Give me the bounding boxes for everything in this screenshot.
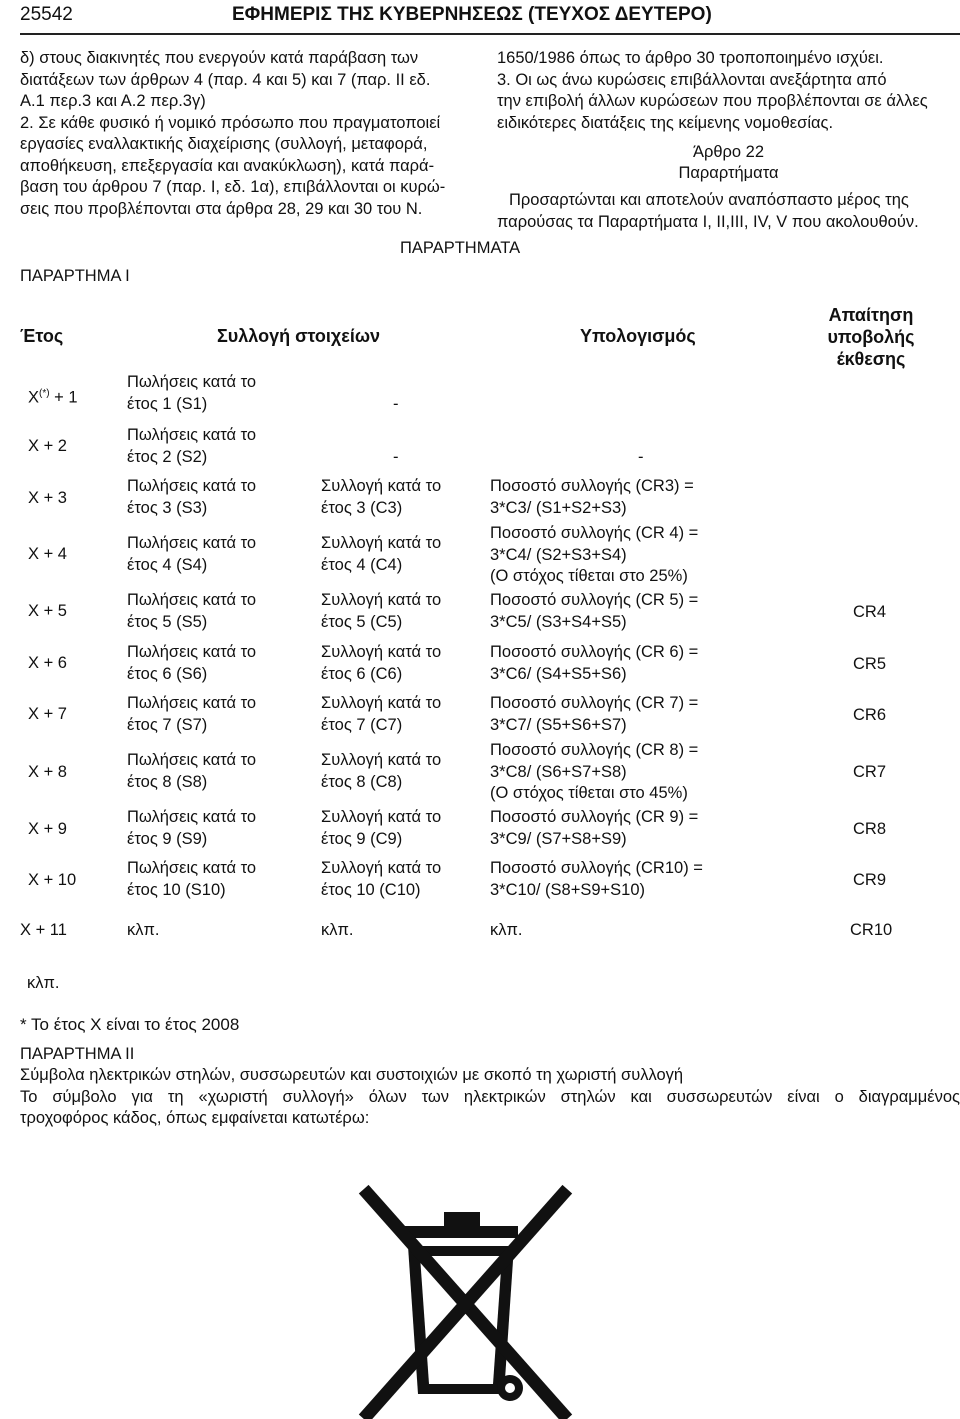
- row-sales: [127, 590, 256, 633]
- annex2-subtitle: Σύμβολα ηλεκτρικών στηλών, συσσωρευτών και συστοιχιών με σκοπό τη χωριστή συλλογή: [20, 1066, 684, 1084]
- header-requirement: [806, 304, 936, 370]
- row-collection: [321, 476, 441, 519]
- row-calculation: [490, 523, 698, 588]
- cell-line: Πωλήσεις κατά το: [127, 694, 257, 712]
- row-year: X + 6: [28, 654, 67, 672]
- cell-line: Ποσοστό συλλογής (CR 6) =: [490, 643, 699, 661]
- right-column-text: [497, 48, 960, 134]
- row-sales: κλπ.: [127, 921, 160, 939]
- row-year: X + 4: [28, 545, 67, 563]
- header-requirement-line: Απαίτηση: [828, 305, 914, 325]
- cell-line: Συλλογή κατά το: [321, 643, 442, 661]
- cell-line: 3*C7/ (S5+S6+S7): [490, 715, 627, 734]
- cell-line: 3*C9/ (S7+S8+S9): [490, 829, 627, 848]
- row-sales: [127, 858, 256, 901]
- cell-line: έτος 3 (S3): [127, 498, 208, 517]
- row-calculation: -: [638, 448, 644, 466]
- cell-line: Πωλήσεις κατά το: [127, 643, 257, 661]
- row-requirement: CR9: [853, 871, 887, 889]
- cell-line: έτος 8 (C8): [321, 772, 403, 791]
- cell-line: Ποσοστό συλλογής (CR10) =: [490, 859, 703, 877]
- cell-line: Συλλογή κατά το: [321, 859, 442, 877]
- cell-line: έτος 9 (S9): [127, 829, 208, 848]
- header-requirement-line: υποβολής: [827, 327, 915, 347]
- row-year: X + 9: [28, 820, 67, 838]
- row-calculation: [490, 693, 698, 736]
- article-text: [497, 190, 960, 233]
- cell-line: έτος 10 (C10): [321, 880, 421, 899]
- cell-line: Ποσοστό συλλογής (CR3) =: [490, 477, 694, 495]
- cell-line: έτος 7 (C7): [321, 715, 403, 734]
- row-collection: κλπ.: [321, 921, 354, 939]
- row-requirement: CR8: [853, 820, 887, 838]
- row-calculation: [490, 476, 694, 519]
- row-year: X + 2: [28, 437, 67, 455]
- cell-line: 3*C6/ (S4+S5+S6): [490, 664, 627, 683]
- page-number: 25542: [20, 4, 73, 25]
- target-note: (Ο στόχος τίθεται στο 45%): [490, 784, 688, 802]
- annex1-title: ΠΑΡΑΡΤΗΜΑ Ι: [20, 267, 130, 285]
- row-sales: [127, 476, 256, 519]
- row-sales: [127, 372, 256, 415]
- text-line: εργασίες εναλλακτικής διαχείρισης (συλλογή, μεταφορά,: [20, 135, 428, 153]
- cell-line: 3*C10/ (S8+S9+S10): [490, 880, 646, 899]
- row-year: X + 3: [28, 489, 67, 507]
- text-line: την επιβολή άλλων κυρώσεων που προβλέπονται σε άλλες: [497, 92, 928, 110]
- header-collection: Συλλογή στοιχείων: [217, 326, 381, 346]
- text-line: διατάξεων των άρθρων 4 (παρ. 4 και 5) και 7 (παρ. ΙΙ εδ.: [20, 70, 431, 89]
- year-footnote-mark: (*): [39, 388, 50, 399]
- row-year: X + 7: [28, 705, 67, 723]
- annex2-title: ΠΑΡΑΡΤΗΜΑ ΙΙ: [20, 1045, 135, 1063]
- row-calculation: [490, 590, 698, 633]
- row-sales: [127, 750, 256, 793]
- cell-line: έτος 5 (C5): [321, 612, 403, 631]
- text-line: αποθήκευση, επεξεργασία και ανακύκλωση), κατά παρά-: [20, 156, 435, 175]
- row-year: X + 5: [28, 602, 67, 620]
- cell-line: έτος 3 (C3): [321, 498, 403, 517]
- row-collection: [321, 858, 441, 901]
- target-note: (Ο στόχος τίθεται στο 25%): [490, 567, 688, 585]
- cell-line: έτος 6 (C6): [321, 664, 403, 683]
- cell-line: έτος 10 (S10): [127, 880, 226, 899]
- cell-line: έτος 6 (S6): [127, 664, 208, 683]
- cell-line: 3*C8/ (S6+S7+S8): [490, 762, 627, 781]
- annexes-heading: ΠΑΡΑΡΤΗΜΑΤΑ: [400, 239, 521, 257]
- cell-line: Συλλογή κατά το: [321, 694, 442, 712]
- text-line: Προσαρτώνται και αποτελούν αναπόσπαστο μέρος της: [509, 191, 909, 209]
- annex2-text-line: Το σύμβολο για τη «χωριστή συλλογή» όλων των ηλεκτρικών στηλών και συσσωρευτών είναι ο διαγραμμένος: [20, 1088, 960, 1106]
- row-sales: [127, 642, 256, 685]
- cell-line: Ποσοστό συλλογής (CR 4) =: [490, 524, 699, 542]
- row-year: X + 8: [28, 763, 67, 781]
- row-collection: [321, 693, 441, 736]
- cell-line: Συλλογή κατά το: [321, 751, 442, 769]
- cell-line: 3*C4/ (S2+S3+S4): [490, 545, 627, 564]
- article-title: Άρθρο 22: [692, 143, 765, 161]
- footnote: * Το έτος Χ είναι το έτος 2008: [20, 1015, 240, 1034]
- cell-line: Πωλήσεις κατά το: [127, 534, 257, 552]
- cell-line: Πωλήσεις κατά το: [127, 477, 257, 495]
- row-year: [28, 383, 78, 409]
- row-collection: [321, 590, 441, 633]
- cell-line: Πωλήσεις κατά το: [127, 808, 257, 826]
- cell-line: 3*C5/ (S3+S4+S5): [490, 612, 627, 631]
- cell-line: έτος 8 (S8): [127, 772, 208, 791]
- row-collection: [321, 533, 441, 576]
- text-line: Α.1 περ.3 και Α.2 περ.3γ): [20, 92, 206, 110]
- text-line: 3. Οι ως άνω κυρώσεις επιβάλλονται ανεξάρτητα από: [497, 70, 887, 89]
- row-calculation: [490, 858, 703, 901]
- row-calculation: κλπ.: [490, 921, 523, 939]
- row-collection: [321, 750, 441, 793]
- row-sales: [127, 425, 256, 468]
- row-requirement: CR7: [853, 763, 887, 781]
- cell-line: Πωλήσεις κατά το: [127, 859, 257, 877]
- row-year: X + 11: [20, 921, 67, 939]
- header-calculation: Υπολογισμός: [580, 326, 696, 346]
- cell-line: Ποσοστό συλλογής (CR 9) =: [490, 808, 699, 826]
- text-line: παρούσας τα Παραρτήματα Ι, ΙΙ,ΙΙΙ, ΙV, V που ακολουθούν.: [497, 212, 919, 231]
- row-requirement: CR10: [850, 921, 893, 939]
- cell-line: Συλλογή κατά το: [321, 477, 442, 495]
- cell-line: έτος 9 (C9): [321, 829, 403, 848]
- cell-line: Συλλογή κατά το: [321, 808, 442, 826]
- cell-line: έτος 5 (S5): [127, 612, 208, 631]
- cell-line: Πωλήσεις κατά το: [127, 426, 257, 444]
- row-calculation: [490, 642, 698, 685]
- text-line: δ) στους διακινητές που ενεργούν κατά παράβαση των: [20, 49, 419, 67]
- row-calculation: [490, 807, 698, 850]
- cell-line: έτος 4 (C4): [321, 555, 403, 574]
- left-column-text: [20, 48, 466, 220]
- table-etc: κλπ.: [27, 974, 60, 992]
- row-requirement: CR4: [853, 603, 887, 621]
- row-sales: [127, 693, 256, 736]
- cell-line: έτος 4 (S4): [127, 555, 208, 574]
- text-line: 1650/1986 όπως το άρθρο 30 τροποποιημένο ισχύει.: [497, 49, 884, 67]
- article-subtitle: Παραρτήματα: [678, 164, 779, 182]
- cell-line: έτος 7 (S7): [127, 715, 208, 734]
- header-requirement-line: έκθεσης: [836, 349, 906, 369]
- cell-line: Πωλήσεις κατά το: [127, 591, 257, 609]
- row-requirement: CR6: [853, 706, 887, 724]
- annex2-text-line: τροχοφόρος κάδος, όπως εμφαίνεται κατωτέρω:: [20, 1109, 370, 1127]
- text-line: 2. Σε κάθε φυσικό ή νομικό πρόσωπο που πραγματοποιεί: [20, 113, 441, 132]
- cell-line: Ποσοστό συλλογής (CR 5) =: [490, 591, 699, 609]
- header-rule: [20, 33, 960, 35]
- year-x: X: [28, 388, 40, 407]
- cell-line: Συλλογή κατά το: [321, 534, 442, 552]
- text-line: ειδικότερες διατάξεις της κείμενης νομοθεσίας.: [497, 113, 834, 132]
- header-year: Έτος: [20, 326, 64, 346]
- year-offset: + 1: [49, 388, 78, 407]
- cell-line: Πωλήσεις κατά το: [127, 751, 257, 769]
- text-line: σεις που προβλέπονται στα άρθρα 28, 29 και 30 του Ν.: [20, 199, 423, 218]
- row-collection: [321, 642, 441, 685]
- cell-line: έτος 1 (S1): [127, 394, 208, 413]
- crossed-out-wheeled-bin-icon: [358, 1182, 576, 1419]
- row-sales: [127, 807, 256, 850]
- row-requirement: CR5: [853, 655, 887, 673]
- cell-line: Πωλήσεις κατά το: [127, 373, 257, 391]
- text-line: βαση του άρθρου 7 (παρ. Ι, εδ. 1α), επιβάλλονται οι κυρώ-: [20, 178, 446, 196]
- cell-line: Συλλογή κατά το: [321, 591, 442, 609]
- cell-line: Ποσοστό συλλογής (CR 8) =: [490, 741, 699, 759]
- row-collection: [321, 807, 441, 850]
- row-collection: -: [393, 448, 399, 466]
- row-calculation: [490, 740, 698, 805]
- cell-line: 3*C3/ (S1+S2+S3): [490, 498, 627, 517]
- row-collection: -: [393, 395, 399, 413]
- row-year: X + 10: [28, 871, 77, 889]
- row-sales: [127, 533, 256, 576]
- cell-line: έτος 2 (S2): [127, 447, 208, 466]
- cell-line: Ποσοστό συλλογής (CR 7) =: [490, 694, 699, 712]
- gazette-title: ΕΦΗΜΕΡΙΣ ΤΗΣ ΚΥΒΕΡΝΗΣΕΩΣ (ΤΕΥΧΟΣ ΔΕΥΤΕΡΟ): [232, 4, 712, 25]
